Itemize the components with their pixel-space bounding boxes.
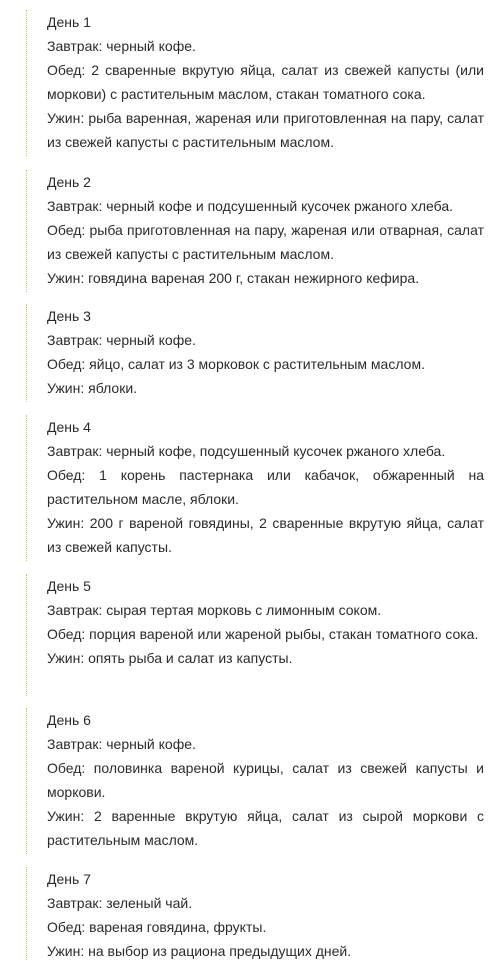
dinner-line: Ужин: рыба варенная, жареная или приготовленная на пару, салат из свежей капусты с растительным маслом. <box>47 110 484 150</box>
lunch-line: Обед: половинка вареной курицы, салат из свежей капусты и моркови. <box>47 760 484 800</box>
breakfast-line: Завтрак: зеленый чай. <box>47 895 193 911</box>
day-title: День 1 <box>47 14 91 30</box>
lunch-line: Обед: 2 сваренные вкрутую яйца, салат из свежей капусты (или моркови) с растительным маслом, стакан томатного сока. <box>47 62 484 102</box>
lunch-line: Обед: рыба приготовленная на пару, жареная или отварная, салат из свежей капусты с растительным маслом. <box>47 222 484 262</box>
dinner-line: Ужин: 200 г вареной говядины, 2 сваренные вкрутую яйца, салат из свежей капусты. <box>47 515 484 555</box>
day-3-block <box>26 304 484 402</box>
breakfast-line: Завтрак: черный кофе и подсушенный кусочек ржаного хлеба. <box>47 198 454 214</box>
day-2-block <box>26 170 484 292</box>
day-title: День 6 <box>47 712 91 728</box>
day-title: День 2 <box>47 174 91 190</box>
lunch-line: Обед: порция вареной или жареной рыбы, стакан томатного сока. <box>47 626 479 642</box>
lunch-line: Обед: 1 корень пастернака или кабачок, обжаренный на растительном масле, яблоки. <box>47 467 484 507</box>
breakfast-line: Завтрак: черный кофе. <box>47 736 196 752</box>
lunch-line: Обед: яйцо, салат из 3 морковок с растительным маслом. <box>47 356 425 372</box>
breakfast-line: Завтрак: черный кофе. <box>47 332 196 348</box>
day-title: День 7 <box>47 871 91 887</box>
breakfast-line: Завтрак: черный кофе. <box>47 38 196 54</box>
day-title: День 5 <box>47 578 91 594</box>
day-title: День 3 <box>47 308 91 324</box>
breakfast-line: Завтрак: сырая тертая морковь с лимонным соком. <box>47 602 382 618</box>
day-title: День 4 <box>47 419 91 435</box>
day-1-block <box>26 10 484 156</box>
day-7-block <box>26 867 484 960</box>
lunch-line: Обед: вареная говядина, фрукты. <box>47 919 267 935</box>
dinner-line: Ужин: на выбор из рациона предыдущих дней. <box>47 943 352 959</box>
day-6-block <box>26 708 484 854</box>
dinner-line: Ужин: 2 варенные вкрутую яйца, салат из сырой моркови с растительным маслом. <box>47 808 484 848</box>
breakfast-line: Завтрак: черный кофе, подсушенный кусочек ржаного хлеба. <box>47 443 446 459</box>
dinner-line: Ужин: опять рыба и салат из капусты. <box>47 650 293 666</box>
dinner-line: Ужин: яблоки. <box>47 380 138 396</box>
day-5-block <box>26 574 484 696</box>
day-4-block <box>26 415 484 561</box>
dinner-line: Ужин: говядина вареная 200 г, стакан нежирного кефира. <box>47 270 420 286</box>
